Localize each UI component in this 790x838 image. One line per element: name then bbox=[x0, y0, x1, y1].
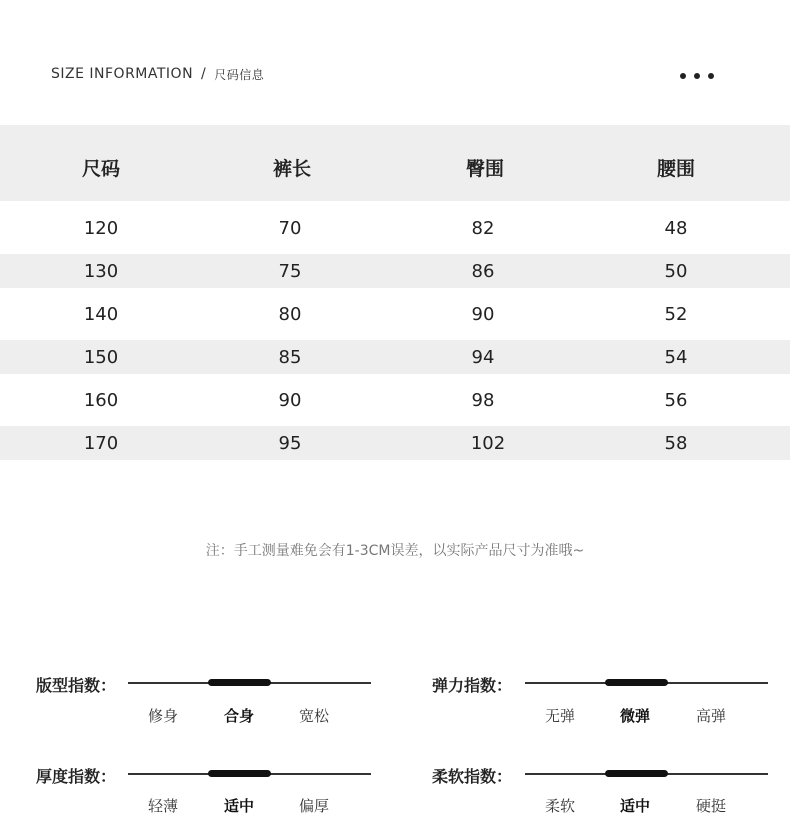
index-option: 柔软 bbox=[544, 797, 576, 815]
table-cell: 80 bbox=[278, 304, 302, 325]
table-cell: 86 bbox=[471, 261, 495, 282]
index-option: 轻薄 bbox=[147, 797, 179, 815]
title-separator: / bbox=[201, 66, 207, 82]
index-option-selected: 微弹 bbox=[619, 707, 651, 725]
measurement-note: 注：手工测量难免会有1-3CM误差，以实际产品尺寸为准哦~ bbox=[205, 543, 585, 559]
index-option-selected: 合身 bbox=[223, 707, 255, 725]
index-label: 柔软指数： bbox=[432, 767, 513, 786]
index-indicator bbox=[208, 679, 271, 686]
index-option: 高弹 bbox=[695, 707, 727, 725]
index-label: 版型指数： bbox=[36, 676, 117, 695]
section-title bbox=[51, 64, 264, 84]
index-label: 弹力指数： bbox=[432, 676, 513, 695]
index-indicator bbox=[208, 770, 271, 777]
table-cell: 85 bbox=[278, 347, 302, 368]
index-option-selected: 适中 bbox=[223, 797, 255, 815]
index-indicator bbox=[605, 770, 668, 777]
table-cell: 56 bbox=[664, 390, 688, 411]
table-cell: 54 bbox=[664, 347, 688, 368]
table-cell: 94 bbox=[471, 347, 495, 368]
column-header-length: 裤长 bbox=[272, 158, 311, 180]
title-en: SIZE INFORMATION bbox=[51, 66, 194, 82]
table-cell: 52 bbox=[664, 304, 688, 325]
table-cell: 102 bbox=[470, 433, 506, 454]
index-option: 无弹 bbox=[544, 707, 576, 725]
table-cell: 58 bbox=[664, 433, 688, 454]
table-cell: 90 bbox=[278, 390, 302, 411]
more-dot bbox=[694, 73, 700, 79]
table-cell: 170 bbox=[83, 433, 119, 454]
index-option: 修身 bbox=[147, 707, 179, 725]
title-cn: 尺码信息 bbox=[214, 67, 265, 82]
column-header-waist: 腰围 bbox=[656, 158, 695, 180]
table-cell: 160 bbox=[83, 390, 119, 411]
table-cell: 150 bbox=[83, 347, 119, 368]
index-option-selected: 适中 bbox=[619, 797, 651, 815]
index-option: 偏厚 bbox=[298, 797, 330, 815]
table-cell: 130 bbox=[83, 261, 119, 282]
index-label: 厚度指数： bbox=[36, 767, 117, 786]
index-indicator bbox=[605, 679, 668, 686]
more-dot bbox=[680, 73, 686, 79]
table-cell: 82 bbox=[471, 218, 495, 239]
table-cell: 90 bbox=[471, 304, 495, 325]
index-option: 硬挺 bbox=[695, 797, 727, 815]
table-cell: 120 bbox=[83, 218, 119, 239]
more-icon[interactable] bbox=[680, 73, 714, 79]
table-cell: 98 bbox=[471, 390, 495, 411]
column-header-hip: 臀围 bbox=[465, 158, 504, 180]
table-cell: 140 bbox=[83, 304, 119, 325]
more-dot bbox=[708, 73, 714, 79]
table-cell: 70 bbox=[278, 218, 302, 239]
table-cell: 75 bbox=[278, 261, 302, 282]
index-option: 宽松 bbox=[298, 707, 330, 725]
table-cell: 95 bbox=[278, 433, 302, 454]
table-cell: 50 bbox=[664, 261, 688, 282]
table-cell: 48 bbox=[664, 218, 688, 239]
column-header-size: 尺码 bbox=[81, 158, 120, 180]
